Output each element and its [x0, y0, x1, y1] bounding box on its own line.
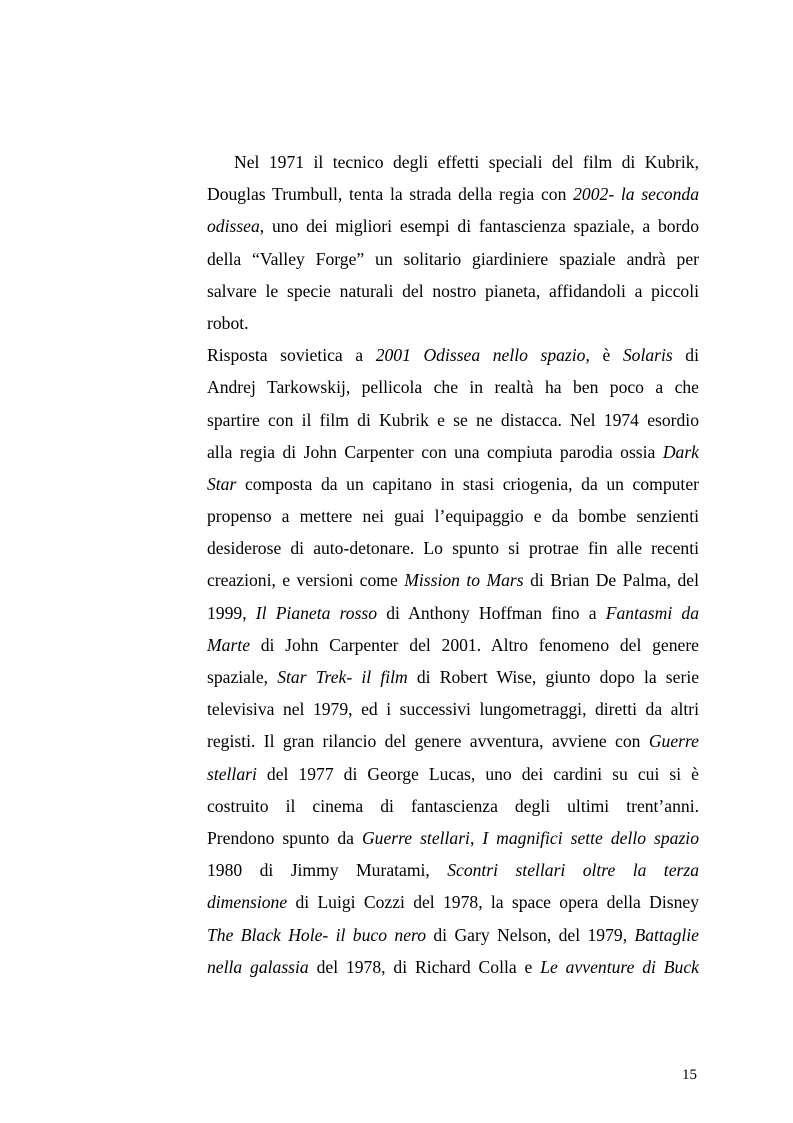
text-run: Risposta sovietica a: [207, 345, 376, 366]
text-run: 1999,: [207, 602, 256, 623]
italic-title: Le avventure di Buck: [540, 956, 699, 977]
text-line: [207, 951, 699, 983]
italic-title: Guerre stellari: [361, 827, 470, 848]
body-text: [207, 146, 699, 983]
text-line: [207, 564, 699, 596]
text-run: alla regia di John Carpenter con una compiuta parodia ossia: [207, 441, 663, 462]
text-run: robot.: [207, 312, 249, 333]
text-line: [207, 339, 699, 371]
text-run: costruito il cinema di fantascienza degli ultimi trent’anni.: [207, 795, 699, 816]
text-line: [207, 436, 699, 468]
text-run: registi. Il gran rilancio del genere avventura, avviene con: [207, 731, 649, 752]
italic-title: Battaglie: [634, 924, 699, 945]
text-run: salvare le specie naturali del nostro pianeta, affidandoli a piccoli: [207, 280, 699, 301]
text-line: [207, 597, 699, 629]
text-run: Nel 1971 il tecnico degli effetti speciali del film di Kubrik,: [234, 152, 699, 172]
italic-title: I magnifici sette dello spazio: [482, 827, 699, 848]
italic-title: Marte: [207, 634, 250, 655]
page-number: 15: [682, 1067, 697, 1083]
text-line: [207, 693, 699, 725]
text-line: [207, 500, 699, 532]
text-line: [207, 661, 699, 693]
text-run: di John Carpenter del 2001. Altro fenomeno del genere: [250, 634, 699, 655]
italic-title: Scontri stellari oltre la terza: [447, 860, 699, 881]
text-line: [207, 532, 699, 564]
text-run: , uno dei migliori esempi di fantascienza spaziale, a bordo: [259, 216, 699, 237]
text-line: [207, 854, 699, 886]
text-line: [207, 886, 699, 918]
italic-title: dimensione: [207, 892, 288, 913]
text-line: [207, 468, 699, 500]
text-run: televisiva nel 1979, ed i successivi lungometraggi, diretti da altri: [207, 699, 699, 720]
text-line: [207, 146, 699, 178]
text-line: [207, 725, 699, 757]
italic-title: Star: [207, 473, 237, 494]
text-run: spaziale,: [207, 667, 278, 687]
text-line: [207, 275, 699, 307]
italic-title: 2002- la seconda: [573, 184, 699, 205]
text-run: creazioni, e versioni come: [207, 570, 405, 591]
text-line: [207, 178, 699, 210]
text-line: [207, 629, 699, 661]
text-line: [207, 210, 699, 242]
text-line: [207, 790, 699, 822]
italic-title: The Black Hole- il buco nero: [207, 924, 426, 945]
text-line: [207, 822, 699, 854]
italic-title: Star Trek- il film: [277, 667, 408, 687]
italic-title: odissea: [207, 216, 260, 237]
italic-title: Dark: [662, 441, 699, 462]
text-run: ,: [469, 827, 483, 848]
text-run: propenso a mettere nei guai l’equipaggio e da bombe senzienti: [207, 506, 699, 527]
italic-title: Il Pianeta rosso: [255, 602, 378, 623]
text-run: Douglas Trumbull, tenta la strada della regia con: [207, 184, 574, 205]
text-line: [207, 758, 699, 790]
text-run: Andrej Tarkowskij, pellicola che in realtà ha ben poco a che: [207, 377, 699, 398]
text-run: di Gary Nelson, del 1979,: [426, 924, 635, 945]
text-run: del 1978, di Richard Colla e: [308, 956, 541, 977]
text-run: di Anthony Hoffman fino a: [377, 602, 606, 623]
text-run: di: [672, 345, 699, 366]
text-run: 1980 di Jimmy Muratami,: [207, 860, 448, 881]
italic-title: Guerre: [648, 731, 699, 752]
text-run: della “Valley Forge” un solitario giardiniere spaziale andrà per: [207, 248, 699, 269]
italic-title: 2001 Odissea nello spazio: [375, 345, 586, 366]
italic-title: stellari: [207, 763, 257, 784]
text-run: , è: [585, 345, 623, 366]
text-run: di Brian De Palma, del: [523, 570, 699, 591]
text-line: [207, 243, 699, 275]
text-run: di Luigi Cozzi del 1978, la space opera della Disney: [287, 892, 699, 913]
text-line: [207, 371, 699, 403]
text-run: desiderose di auto-detonare. Lo spunto si protrae fin alle recenti: [207, 538, 699, 559]
italic-title: Solaris: [622, 345, 673, 366]
text-run: di Robert Wise, giunto dopo la serie: [407, 667, 700, 687]
italic-title: nella galassia: [207, 956, 309, 977]
text-line: [207, 404, 699, 436]
text-line: [207, 307, 699, 339]
text-run: Prendono spunto da: [207, 827, 362, 848]
italic-title: Fantasmi da: [605, 602, 700, 623]
italic-title: Mission to Mars: [404, 570, 524, 591]
text-run: del 1977 di George Lucas, uno dei cardini su cui si è: [256, 763, 699, 784]
text-line: [207, 919, 699, 951]
text-run: spartire con il film di Kubrik e se ne distacca. Nel 1974 esordio: [207, 409, 699, 430]
text-run: composta da un capitano in stasi criogenia, da un computer: [236, 473, 699, 494]
